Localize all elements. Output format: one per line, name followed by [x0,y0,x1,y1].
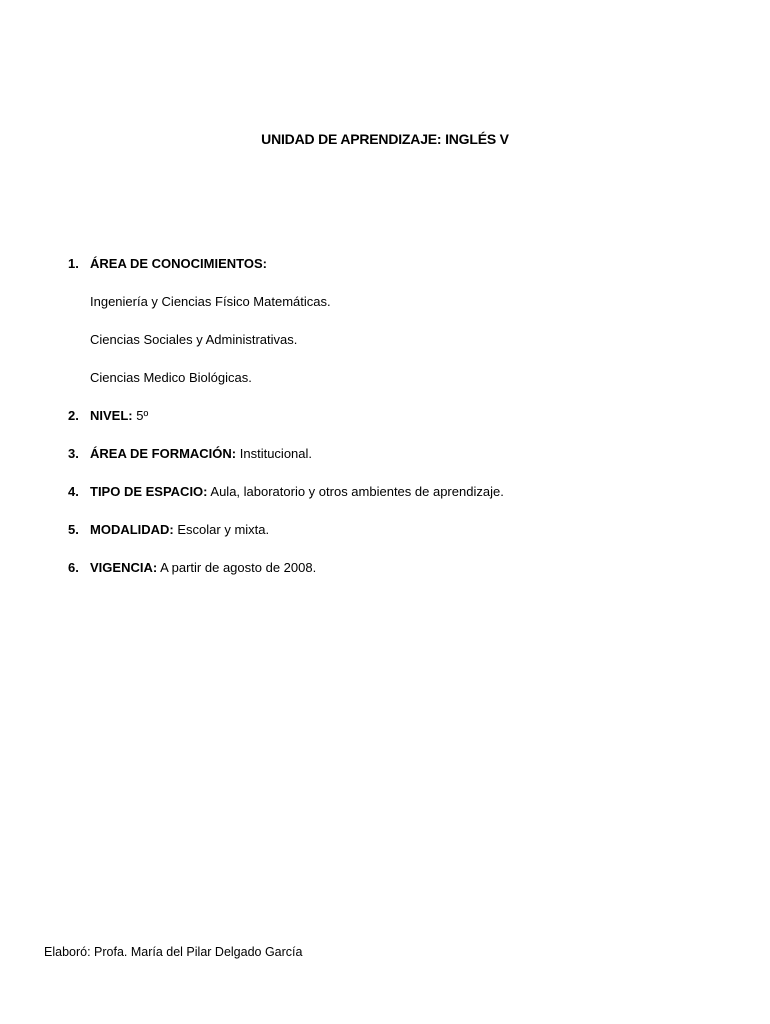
section-number: 4. [68,484,79,499]
page-title: UNIDAD DE APRENDIZAJE: INGLÉS V [261,131,509,147]
section-value: Institucional. [239,446,313,461]
section-number: 3. [68,446,79,461]
section-label: ÁREA DE FORMACIÓN: [90,446,237,461]
section-value: Escolar y mixta. [177,522,270,537]
section-label: NIVEL: [90,408,133,423]
section-number: 1. [68,256,79,271]
section-value: 5º [136,408,149,423]
section-nivel [68,407,148,425]
section-area-conocimientos [68,255,267,273]
section-modalidad [68,521,269,539]
section-label: ÁREA DE CONOCIMIENTOS: [90,256,267,271]
section-value: A partir de agosto de 2008. [160,560,317,575]
section-label: VIGENCIA: [90,560,158,575]
section-value: Aula, laboratorio y otros ambientes de aprendizaje. [210,484,504,499]
section-label: MODALIDAD: [90,522,174,537]
section-number: 5. [68,522,79,537]
author-footer: Elaboró: Profa. María del Pilar Delgado García [44,945,303,959]
section-area-formacion [68,445,312,463]
section-number: 2. [68,408,79,423]
section-tipo-espacio [68,483,504,501]
section-vigencia [68,559,316,577]
subitem-ciencias-sociales: Ciencias Sociales y Administrativas. [90,332,298,347]
section-number: 6. [68,560,79,575]
subitem-ciencias-medico: Ciencias Medico Biológicas. [90,370,252,385]
section-label: TIPO DE ESPACIO: [90,484,208,499]
subitem-ingenieria: Ingeniería y Ciencias Físico Matemáticas. [90,294,331,309]
